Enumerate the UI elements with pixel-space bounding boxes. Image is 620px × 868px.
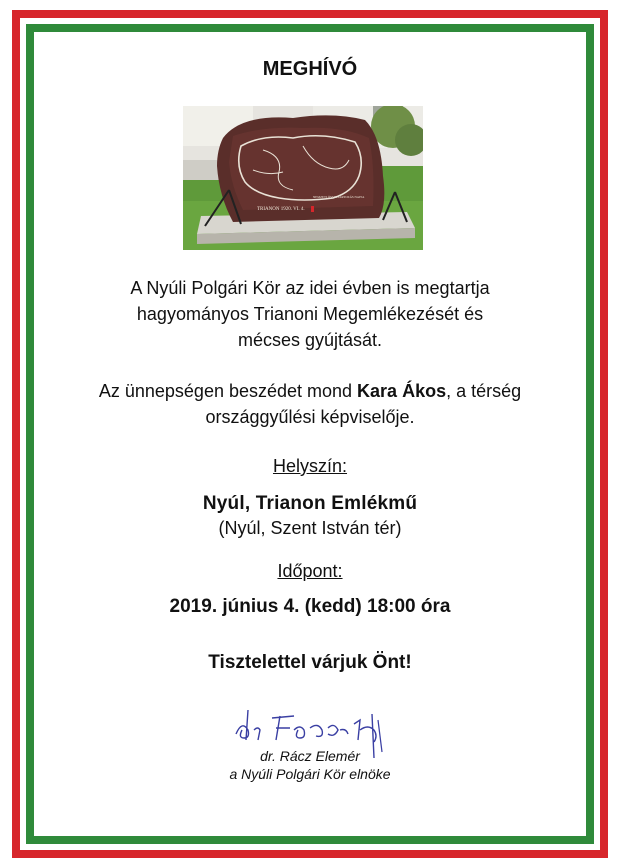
signer-name: dr. Rácz Elemér [260,748,360,764]
monument-photo-illustration [183,106,423,250]
intro-paragraph [60,275,560,353]
intro-line-1: A Nyúli Polgári Kör az idei évben is megtartja [130,278,490,298]
location-address: (Nyúl, Szent István tér) [218,518,402,538]
signer-role: a Nyúli Polgári Kör elnöke [229,766,391,782]
event-datetime: 2019. június 4. (kedd) 18:00 óra [169,596,451,617]
monument-photo [183,106,423,250]
monument-inscription-right: NEMZETI ÖSSZETARTOZÁS NAPJA [313,195,365,199]
intro-line-2: hagyományos Trianoni Megemlékezését és [136,304,484,324]
speech-line-1 [60,378,560,404]
invitation-title: MEGHÍVÓ [262,58,358,80]
speaker-name: Kara Ákos [357,381,447,401]
speech-prefix: Az ünnepségen beszédet mond [98,381,358,401]
location-label: Helyszín: [272,456,348,476]
speech-paragraph [60,378,560,430]
location-name: Nyúl, Trianon Emlékmű [202,493,418,514]
monument-inscription-left: TRIANON 1920. VI. 4. [257,207,305,212]
closing-line: Tisztelettel várjuk Önt! [208,652,412,673]
intro-line-3: mécses gyújtását. [237,330,383,350]
speech-line-2: országgyűlési képviselője. [205,407,415,427]
time-label: Időpont: [277,561,343,581]
speech-suffix: , a térség [446,381,522,401]
